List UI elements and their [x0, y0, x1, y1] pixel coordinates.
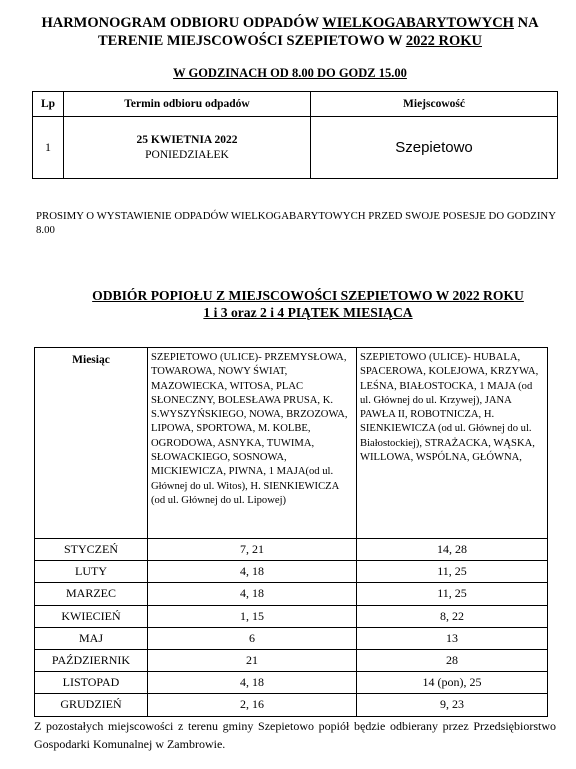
month-cell: MARZEC — [35, 583, 148, 605]
group2-dates: 13 — [357, 627, 548, 649]
table-header-row — [35, 348, 548, 539]
group1-dates: 6 — [148, 627, 357, 649]
table-row — [35, 694, 548, 716]
streets-group-1: SZEPIETOWO (ULICE)- PRZEMYSŁOWA, TOWAROWA, NOWY ŚWIAT, MAZOWIECKA, WITOSA, PLAC SŁONECZNY, BOLESŁAWA PRUSA, K. S.WYSZYŃSKIEGO, NOWA, BRZOZOWA, LIPOWA, SPORTOWA, M. KOLBE, OGRODOWA, ASNYKA, TUWIMA, SŁOWACKIEGO, SOSNOWA, MICKIEWICZA, PIWNA, 1 MAJA(od ul. Głównej do ul. Witos), H. SIENKIEWICZA (od ul. Głównej do ul. Lipowej) — [148, 348, 357, 539]
group2-dates: 14, 28 — [357, 539, 548, 561]
bulky-waste-table — [32, 91, 558, 179]
month-cell: STYCZEŃ — [35, 539, 148, 561]
group2-dates: 14 (pon), 25 — [357, 672, 548, 694]
streets-group-2: SZEPIETOWO (ULICE)- HUBALA, SPACEROWA, KOLEJOWA, KRZYWA, LEŚNA, BIAŁOSTOCKA, 1 MAJA (od ul. Głównej do ul. Krzywej), JANA PAWŁA II, ROBOTNICZA, H. SIENKIEWICZA (od ul. Głównej do ul. Białostockiej), STRAŻACKA, WĄSKA, WILLOWA, WSPÓLNA, GŁÓWNA, — [357, 348, 548, 539]
group1-dates: 4, 18 — [148, 583, 357, 605]
group2-dates: 11, 25 — [357, 583, 548, 605]
column-header: Lp — [33, 92, 64, 117]
pickup-date-cell — [64, 117, 311, 179]
table-row — [33, 117, 558, 179]
column-header: Miejscowość — [311, 92, 558, 117]
title-text: NA — [513, 15, 539, 31]
document-title — [20, 14, 560, 50]
title-line-2 — [20, 32, 560, 50]
pickup-weekday: PONIEDZIAŁEK — [145, 148, 229, 161]
title-underlined-text: 2022 ROKU — [405, 33, 482, 49]
month-cell: LISTOPAD — [35, 672, 148, 694]
group1-dates: 7, 21 — [148, 539, 357, 561]
month-cell: LUTY — [35, 561, 148, 583]
month-column-header: Miesiąc — [35, 348, 148, 539]
table-row — [35, 539, 548, 561]
month-cell: KWIECIEŃ — [35, 605, 148, 627]
title-text: HARMONOGRAM ODBIORU ODPADÓW — [41, 15, 323, 31]
ash-schedule-table — [34, 347, 548, 717]
table-row — [35, 605, 548, 627]
ash-title-line-1: ODBIÓR POPIOŁU Z MIEJSCOWOŚCI SZEPIETOWO W 2022 ROKU — [92, 288, 524, 303]
month-cell: GRUDZIEŃ — [35, 694, 148, 716]
group1-dates: 4, 18 — [148, 561, 357, 583]
ash-section-title — [20, 287, 576, 321]
month-cell: PAŹDZIERNIK — [35, 649, 148, 671]
notice-text: PROSIMY O WYSTAWIENIE ODPADÓW WIELKOGABARYTOWYCH PRZED SWOJE POSESJE DO GODZINY 8.00 — [36, 210, 556, 236]
table-row — [35, 561, 548, 583]
group1-dates: 21 — [148, 649, 357, 671]
table-row — [35, 649, 548, 671]
pickup-date: 25 KWIETNIA 2022 — [136, 133, 238, 146]
title-line-1 — [20, 14, 560, 32]
month-cell: MAJ — [35, 627, 148, 649]
group1-dates: 2, 16 — [148, 694, 357, 716]
group2-dates: 11, 25 — [357, 561, 548, 583]
table-row — [35, 627, 548, 649]
group2-dates: 9, 23 — [357, 694, 548, 716]
table-row — [35, 583, 548, 605]
column-header: Termin odbioru odpadów — [64, 92, 311, 117]
group2-dates: 8, 22 — [357, 605, 548, 627]
table-header-row — [33, 92, 558, 117]
title-underlined-text: WIELKOGABARYTOWYCH — [322, 15, 514, 31]
group1-dates: 4, 18 — [148, 672, 357, 694]
ash-schedule-rows — [35, 539, 548, 717]
title-text: TERENIE MIEJSCOWOŚCI SZEPIETOWO W — [98, 33, 406, 49]
footer-note: Z pozostałych miejscowości z terenu gminy Szepietowo popiół będzie odbierany przez Przedsiębiorstwo Gospodarki Komunalnej w Zambrowie. — [34, 719, 556, 751]
table-row — [35, 672, 548, 694]
pickup-place: Szepietowo — [311, 117, 558, 179]
row-number: 1 — [33, 117, 64, 179]
ash-title-line-2: 1 i 3 oraz 2 i 4 PIĄTEK MIESIĄCA — [203, 305, 413, 320]
collection-hours: W GODZINACH OD 8.00 DO GODZ 15.00 — [173, 66, 407, 80]
group1-dates: 1, 15 — [148, 605, 357, 627]
group2-dates: 28 — [357, 649, 548, 671]
